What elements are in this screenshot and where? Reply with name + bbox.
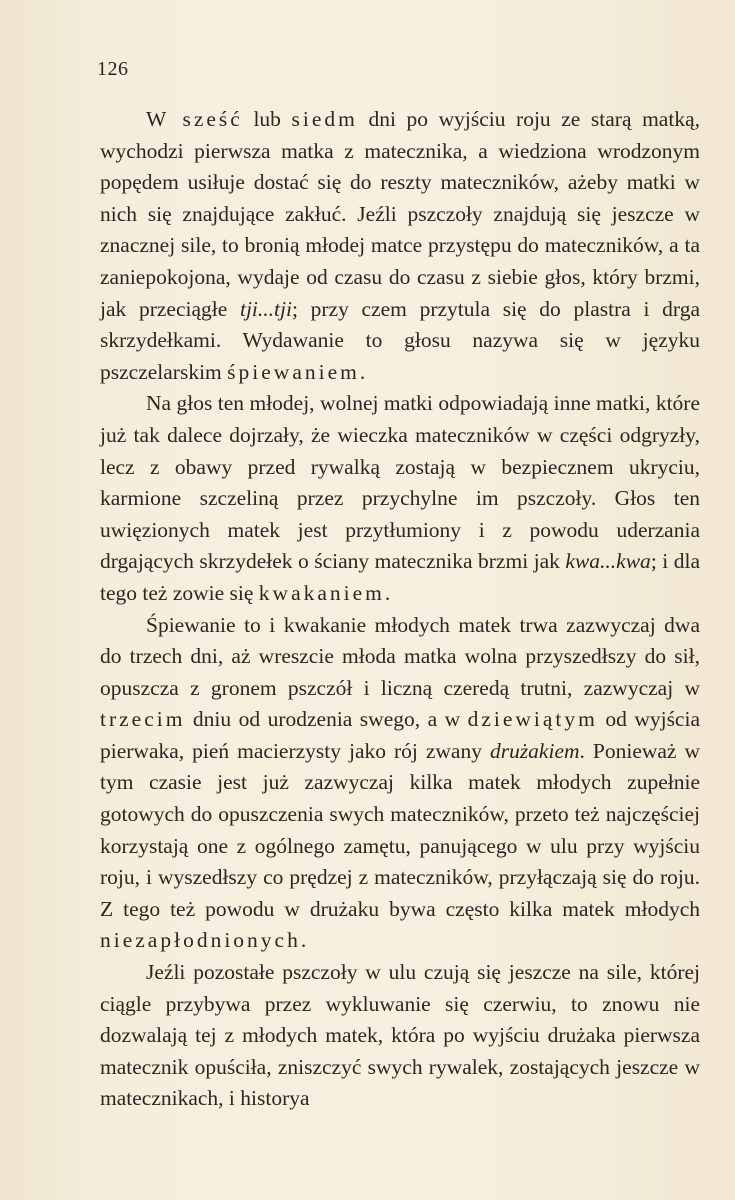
text-run: ; przy czem przytula się do plastra i drga skrzydełkami. Wydawanie to głosu nazywa się w języku pszczelarskim (100, 296, 700, 384)
text-run: kwakaniem (258, 580, 385, 605)
paragraph-3 (100, 610, 700, 958)
text-run: . Ponieważ w tym czasie jest już zazwyczaj kilka matek młodych zupełnie gotowych do opuszczenia swych mateczników, przeto też najczęściej korzystają one z ogólnego zamętu, panującego w ulu przy wyjściu roju, i wyszedłszy co prędzej z mateczników, przyłączają się do roju. Z tego też powodu w drużaku bywa często kilka matek młodych (100, 738, 700, 921)
text-run: . (359, 359, 366, 384)
paragraph-2 (100, 388, 700, 609)
paragraph-1 (100, 104, 700, 388)
page-number: 126 (97, 58, 129, 80)
text-run: dziewiątym (467, 707, 598, 732)
paragraph-4 (100, 957, 700, 1115)
text-run: Jeźli pozostałe pszczoły w ulu czują się jeszcze na sile, której ciągle przybywa przez wykluwanie się czerwiu, to znowu nie dozwalają tej z młodych matek, która po wyjściu drużaka pierwsza matecznik opuściła, zniszczyć swych rywalek, zostających jeszcze w matecznikach, i historya (100, 960, 700, 1111)
text-run: od wyjścia pierwaka, pień macierzysty jako rój zwany (100, 707, 700, 763)
text-run: . (384, 580, 391, 605)
text-run: siedm (291, 107, 358, 131)
text-run: śpiewaniem (227, 359, 360, 384)
text-run: drużakiem (489, 738, 580, 763)
text-run: kwa...kwa (565, 549, 651, 574)
text-run: niezapłodnionych (100, 928, 301, 953)
text-run: trzecim (100, 707, 186, 732)
body-text (100, 104, 700, 1115)
text-run: Na głos ten młodej, wolnej matki odpowiadają inne matki, które już tak dalece dojrzały, że wieczka mateczników w części odgryzły, lecz z obawy przed rywalką zostają w bezpiecznem ukryciu, karmione szczeliną przez przychylne im pszczoły. Głos ten uwięzionych matek jest przytłumiony i z powodu uderzania drgających skrzydełek o ściany matecznika brzmi jak (100, 391, 700, 574)
text-run: . (300, 928, 307, 953)
text-run: dniu od urodzenia swego, a w (185, 707, 468, 732)
text-run: Śpiewanie to i kwakanie młodych matek trwa zazwyczaj dwa do trzech dni, aż wreszcie młoda matka wolna przyszedłszy do sił, opuszcza z gronem pszczół i liczną czeredą trutni, zazwyczaj w (100, 612, 700, 700)
text-run: ; i dla tego też zowie się (100, 549, 700, 605)
text-run: W sześć (146, 107, 243, 131)
text-run: tji...tji (239, 296, 292, 321)
text-run: lub (242, 107, 292, 131)
text-run: dni po wyjściu roju ze starą matką, wychodzi pierwsza matka z matecznika, a wiedziona wrodzonym popędem usiłuje dostać się do reszty mateczników, ażeby matki w nich się znajdujące zakłuć. Jeźli pszczoły znajdują się jeszcze w znacznej sile, to bronią młodej matce przystępu do mateczników, a ta zaniepokojona, wydaje od czasu do czasu z siebie głos, który brzmi, jak przeciągłe (100, 107, 700, 321)
